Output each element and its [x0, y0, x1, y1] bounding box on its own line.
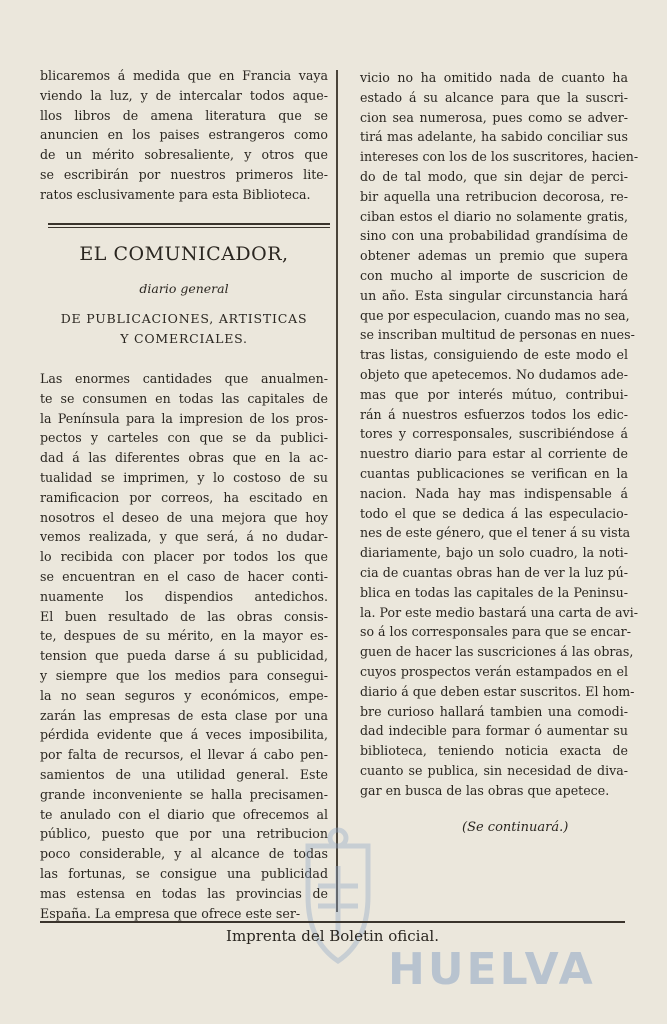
text-line: llos libros de amena literatura que se — [40, 107, 328, 123]
text-line: que por especulacion, cuando mas no sea, — [360, 307, 630, 323]
text-line: cuanto se publica, sin necesidad de diva- — [360, 762, 628, 778]
text-line: do de tal modo, que sin dejar de perci- — [360, 168, 628, 184]
text-line: objeto que apetecemos. No dudamos ade- — [360, 366, 628, 382]
newspaper-title: EL COMUNICADOR, — [79, 243, 289, 265]
text-line: rán á nuestros esfuerzos todos los edic- — [360, 406, 628, 422]
watermark-text: HUELVA — [388, 944, 596, 995]
text-line: tores y corresponsales, suscribiéndose á — [360, 426, 628, 442]
text-line: nacion. Nada hay mas indispensable á — [360, 485, 628, 501]
right-column-body — [360, 68, 639, 800]
text-line: grande inconveniente se halla precisamen- — [40, 786, 328, 802]
text-line: te, despues de su mérito, en la mayor es- — [40, 628, 328, 644]
text-line: nes de este género, que el tener á su vista — [360, 525, 631, 541]
text-line: obtener ademas un premio que supera — [360, 248, 628, 264]
text-line: ramificacion por correos, ha escitado en — [40, 489, 328, 505]
text-line: poco considerable, y al alcance de todas — [40, 846, 328, 862]
text-line: lo recibida con placer por todos los que — [40, 549, 328, 565]
text-line: tension que pueda darse á su publicidad, — [40, 648, 328, 664]
text-line: ratos esclusivamente para esta Biblioteca. — [40, 186, 311, 202]
text-line: te anulado con el diario que ofrecemos al — [40, 806, 328, 822]
text-line: El buen resultado de las obras consis- — [40, 608, 328, 624]
text-line: pérdida evidente que á veces imposibilita, — [40, 727, 328, 743]
text-line: sino con una probabilidad grandísima de — [360, 228, 628, 244]
text-line: cuyos prospectos verán estampados en el — [360, 663, 628, 679]
left-column-top-text — [40, 66, 328, 205]
text-line: tras listas, consiguiendo de este modo el — [360, 347, 628, 363]
text-line: tualidad se imprimen, y lo costoso de su — [40, 469, 328, 485]
text-line: so á los corresponsales para que se encar- — [360, 624, 631, 640]
text-line: bre curioso hallará tambien una comodi- — [360, 703, 628, 719]
printer-imprint: Imprenta del Boletin oficial. — [226, 927, 439, 945]
text-line: gar en busca de las obras que apetece. — [360, 782, 610, 798]
text-line: España. La empresa que ofrece este ser- — [40, 905, 301, 921]
footer-rule — [40, 921, 625, 923]
section-divider — [48, 223, 330, 225]
text-line: anuncien en los paises estrangeros como — [40, 127, 328, 143]
text-line: las fortunas, se consigue una publicidad — [40, 865, 328, 881]
text-line: con mucho al importe de suscricion de — [360, 267, 628, 283]
text-line: de un mérito sobresaliente, y otros que — [40, 147, 328, 163]
text-line: bir aquella una retribucion decorosa, re- — [360, 188, 628, 204]
text-line: diariamente, bajo un solo cuadro, la noti- — [360, 545, 628, 561]
text-line: todo el que se dedica á las especulacio- — [360, 505, 628, 521]
text-line: y siempre que los medios para consegui- — [40, 667, 328, 683]
newspaper-subtitle: diario general — [139, 281, 229, 296]
text-line: se encuentran en el caso de hacer conti- — [40, 568, 328, 584]
text-line: dad á las diferentes obras que en la ac- — [40, 450, 328, 466]
text-line: nuestro diario para estar al corriente de — [360, 446, 628, 462]
text-line: samientos de una utilidad general. Este — [40, 766, 328, 782]
text-line: guen de hacer las suscriciones á las obras, — [360, 644, 634, 660]
text-line: te se consumen en todas las capitales de — [40, 390, 328, 406]
text-line: blicaremos á medida que en Francia vaya — [40, 68, 328, 83]
section-heading-line-2: Y COMERCIALES. — [120, 331, 248, 346]
continued-note: (Se continuará.) — [462, 820, 569, 835]
text-line: cuantas publicaciones se verifican en la — [360, 465, 628, 481]
section-divider-thin — [48, 227, 330, 228]
text-line: mas estensa en todas las provincias de — [40, 885, 328, 901]
text-line: Las enormes cantidades que anualmen- — [40, 371, 328, 386]
text-line: diario á que deben estar suscritos. El hom- — [360, 683, 635, 699]
text-line: se inscriban multitud de personas en nues- — [360, 327, 635, 343]
text-line: la no sean seguros y económicos, empe- — [40, 687, 328, 703]
text-line: pectos y carteles con que se da publici- — [40, 430, 328, 446]
text-line: la. Por este medio bastará una carta de avi- — [360, 604, 639, 620]
text-line: nosotros el deseo de una mejora que hoy — [40, 509, 328, 525]
text-line: tirá mas adelante, ha sabido conciliar sus — [360, 129, 628, 145]
section-heading-line-1: DE PUBLICACIONES, ARTISTICAS — [60, 311, 308, 326]
text-line: vemos realizada, y que será, á no dudar- — [40, 529, 328, 545]
column-rule — [336, 70, 338, 912]
text-line: público, puesto que por una retribucion — [40, 826, 328, 842]
text-line: cia de cuantas obras han de ver la luz pú- — [360, 564, 628, 580]
text-line: un año. Esta singular circunstancia hará — [360, 287, 628, 303]
text-line: vicio no ha omitido nada de cuanto ha — [360, 70, 628, 85]
text-line: viendo la luz, y de intercalar todos aque- — [40, 87, 328, 103]
text-line: dad indecible para formar ó aumentar su — [360, 723, 628, 739]
text-line: la Península para la impresion de los pros- — [40, 410, 328, 426]
text-line: se escribirán por nuestros primeros lite- — [40, 166, 328, 182]
text-line: cion sea numerosa, pues como se adver- — [360, 109, 628, 125]
text-line: biblioteca, teniendo noticia exacta de — [360, 743, 628, 759]
text-line: nuamente los dispendios antedichos. — [40, 588, 328, 604]
text-line: estado á su alcance para que la suscri- — [360, 89, 628, 105]
text-line: blica en todas las capitales de la Peninsu- — [360, 584, 628, 600]
text-line: por falta de recursos, el llevar á cabo pen- — [40, 747, 328, 763]
text-line: mas que por interés mútuo, contribui- — [360, 386, 628, 402]
text-line: intereses con los de los suscritores, hacien- — [360, 149, 639, 165]
text-line: ciban estos el diario no solamente gratis, — [360, 208, 628, 224]
text-line: zarán las empresas de esta clase por una — [40, 707, 328, 723]
